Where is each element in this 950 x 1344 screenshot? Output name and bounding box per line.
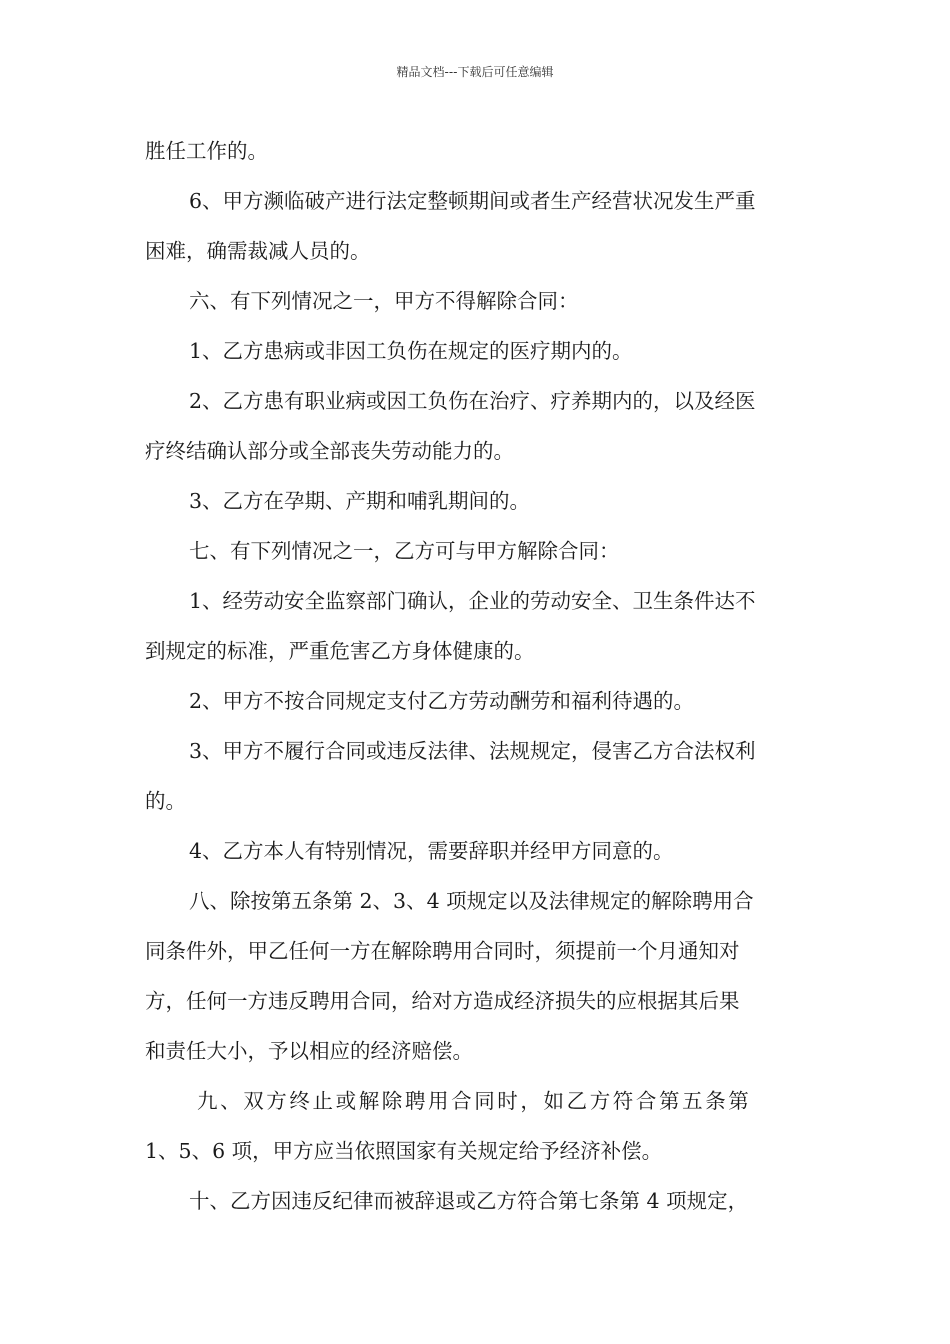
text-line: 3、乙方在孕期、产期和哺乳期间的。	[189, 489, 531, 513]
section-heading: 七、有下列情况之一，乙方可与甲方解除合同：	[189, 539, 620, 563]
text-line: 2、乙方患有职业病或因工负伤在治疗、疗养期内的，以及经医	[189, 389, 756, 413]
text-line: 和责任大小，予以相应的经济赔偿。	[145, 1039, 473, 1063]
section-heading: 十、乙方因违反纪律而被辞退或乙方符合第七条第 4 项规定，	[189, 1189, 749, 1213]
text-line: 疗终结确认部分或全部丧失劳动能力的。	[145, 439, 514, 463]
document-body	[145, 126, 813, 1226]
text-line: 1、5、6 项，甲方应当依照国家有关规定给予经济补偿。	[145, 1139, 663, 1163]
text-line: 4、乙方本人有特别情况，需要辞职并经甲方同意的。	[189, 839, 674, 863]
page-header: 精品文档---下载后可任意编辑	[396, 65, 554, 79]
text-line: 的。	[145, 789, 186, 813]
text-line: 同条件外，甲乙任何一方在解除聘用合同时，须提前一个月通知对	[145, 939, 740, 963]
text-line: 方，任何一方违反聘用合同，给对方造成经济损失的应根据其后果	[145, 989, 740, 1013]
section-heading: 八、除按第五条第 2、3、4 项规定以及法律规定的解除聘用合	[189, 889, 754, 913]
section-heading: 六、有下列情况之一，甲方不得解除合同：	[189, 289, 579, 313]
text-line: 6、甲方濒临破产进行法定整顿期间或者生产经营状况发生严重	[189, 189, 756, 213]
text-line: 1、经劳动安全监察部门确认，企业的劳动安全、卫生条件达不	[189, 589, 756, 613]
text-line: 3、甲方不履行合同或违反法律、法规规定，侵害乙方合法权利	[189, 739, 756, 763]
text-line: 2、甲方不按合同规定支付乙方劳动酬劳和福利待遇的。	[189, 689, 695, 713]
text-line: 1、乙方患病或非因工负伤在规定的医疗期内的。	[189, 339, 633, 363]
section-heading: 九、双方终止或解除聘用合同时，如乙方符合第五条第	[197, 1089, 752, 1113]
text-line: 到规定的标准，严重危害乙方身体健康的。	[145, 639, 535, 663]
text-line: 胜任工作的。	[145, 139, 268, 163]
text-line: 困难，确需裁减人员的。	[145, 239, 371, 263]
